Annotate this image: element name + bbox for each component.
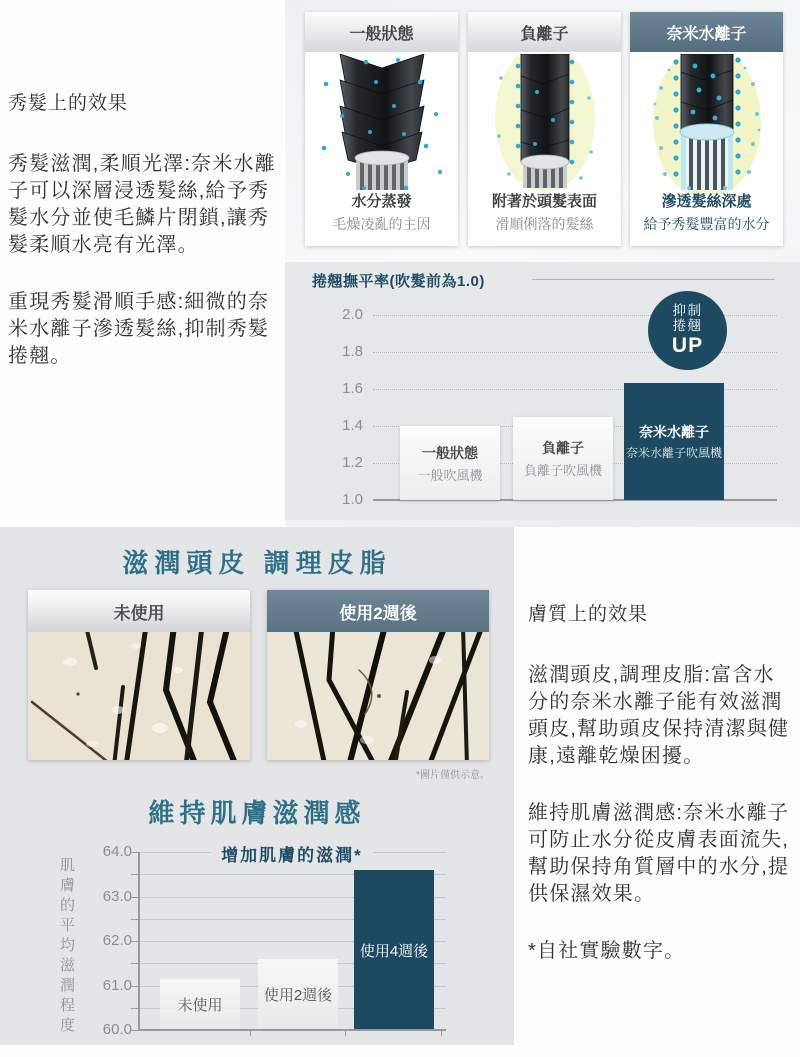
scalp-photo-before [28, 632, 250, 760]
bar-label: 使用4週後 [359, 942, 429, 960]
y-axis-tick [131, 1008, 138, 1009]
chart-bar [513, 417, 613, 500]
y-tick-label: 62.0 [102, 932, 132, 949]
chart-bar [160, 979, 240, 1030]
y-axis-line [138, 852, 140, 1030]
y-axis-tick [131, 1030, 138, 1031]
y-axis-tick [131, 897, 138, 898]
moisture-chart-ylabel: 肌膚的平均滋潤程度 [58, 857, 75, 1037]
badge-text-up: UP [671, 333, 704, 357]
bar-sublabel: 負離子吹風機 [523, 463, 602, 478]
skin-text-column [514, 527, 800, 1057]
y-tick-label: 1.4 [342, 417, 363, 434]
hair-effects-section [0, 0, 800, 527]
bar-label: 未使用 [177, 997, 223, 1014]
normal-hair-illustration [306, 54, 458, 194]
curl-chart-title: 捲翹撫平率(吹髮前為1.0) [312, 273, 485, 290]
chart-bar [400, 426, 500, 500]
ion-hair-illustration [469, 54, 621, 194]
skin-paragraph-moisture: 維持肌膚滋潤感:奈米水離子可防止水分從皮膚表面流失,幫助保持角質層中的水分,提供保濕效果。 [528, 802, 790, 905]
panel-caption [630, 190, 783, 234]
y-axis-tick [131, 986, 138, 987]
moisture-chart-plot [0, 845, 514, 1045]
hair-comparison-block [285, 0, 800, 527]
panel-caption-bold: 滲透髮絲深處 [661, 193, 752, 210]
scalp-photo-after [267, 632, 489, 760]
image-disclaimer: *圖片僅供示意。 [416, 770, 490, 781]
scalp-image-before-label: 未使用 [28, 590, 250, 632]
moisture-chart-title: 增加肌膚的滋潤* [211, 841, 373, 866]
nanoe-hair-illustration [631, 54, 783, 194]
y-tick-label: 1.0 [342, 491, 363, 508]
y-tick-label: 63.0 [102, 887, 132, 905]
skin-text-inner [514, 527, 800, 965]
chart-bar [354, 870, 434, 1030]
bar-label: 使用2週後 [263, 987, 333, 1004]
hair-section-title: 秀髮上的效果 [8, 93, 129, 114]
bar-label: 負離子 [542, 440, 584, 456]
y-tick-label: 64.0 [102, 843, 132, 860]
panel-caption [305, 190, 458, 234]
scalp-image-after [267, 590, 489, 760]
chart-bar [258, 959, 338, 1030]
scalp-panel [0, 527, 514, 1045]
curl-chart-panel [285, 262, 800, 520]
panel-title-nanoe: 奈米水離子 [630, 12, 783, 52]
y-tick-label: 1.2 [342, 454, 363, 471]
y-axis-tick [131, 919, 138, 920]
moisture-heading: 維持肌膚滋潤感 [148, 798, 366, 828]
bar-sublabel: 一般吹風機 [417, 467, 483, 483]
panel-caption-sub: 毛燥凌亂的主因 [332, 216, 431, 232]
hair-state-panel-normal [305, 12, 458, 246]
chart-bar [624, 383, 724, 500]
bar-label: 奈米水離子 [639, 424, 709, 440]
y-axis-tick [131, 941, 138, 942]
panel-caption-bold: 附著於頭髮表面 [491, 193, 597, 210]
curl-chart-plot [285, 262, 800, 520]
scalp-heading: 滋潤頭皮 調理皮脂 [122, 548, 392, 578]
panel-caption-sub: 滑順俐落的髮絲 [495, 216, 594, 232]
panel-caption-bold: 水分蒸發 [351, 193, 412, 210]
y-tick-label: 1.8 [342, 343, 363, 360]
panel-title-ion: 負離子 [468, 12, 621, 52]
panel-title-normal: 一般狀態 [305, 12, 458, 52]
scalp-image-after-label: 使用2週後 [267, 590, 489, 632]
curl-up-badge [648, 291, 727, 370]
skin-paragraph-scalp: 滋潤頭皮,調理皮脂:富含水分的奈米水離子能有效滋潤頭皮,幫助頭皮保持清潔與健康,遠離乾燥困擾。 [528, 664, 790, 767]
hair-paragraph-moisture: 秀髮滋潤,柔順光澤:奈米水離子可以深層浸透髮絲,給予秀髮水分並使毛鱗片閉鎖,讓秀髮柔順水亮有光澤。 [8, 153, 276, 256]
badge-text-line1: 抑制 [672, 302, 703, 318]
scalp-effects-section [0, 527, 800, 1057]
experiment-footnote: *自社實驗數字。 [528, 940, 686, 962]
y-tick-label: 61.0 [102, 976, 132, 994]
hair-paragraph-smooth: 重現秀髮滑順手感:細微的奈米水離子滲透髮絲,抑制秀髮捲翹。 [8, 291, 270, 367]
panel-caption-sub: 給予秀髮豐富的水分 [643, 216, 770, 232]
y-axis-tick [131, 963, 138, 964]
badge-text-line2: 捲翹 [672, 318, 703, 334]
x-axis-line [138, 1029, 446, 1031]
hair-state-panel-ion [468, 12, 621, 246]
y-tick-label: 2.0 [342, 306, 363, 323]
scalp-image-before [28, 590, 250, 760]
hair-state-panel-nanoe [630, 12, 783, 246]
hair-text-column [8, 88, 284, 400]
y-tick-label: 60.0 [102, 1021, 132, 1038]
panel-caption [468, 190, 621, 234]
y-axis-tick [131, 852, 138, 853]
y-axis-tick [131, 874, 138, 875]
bar-sublabel: 奈米水離子吹風機 [625, 446, 722, 460]
y-tick-label: 1.6 [342, 380, 363, 397]
skin-section-title: 膚質上的效果 [528, 604, 649, 625]
bar-label: 一般狀態 [422, 444, 478, 461]
